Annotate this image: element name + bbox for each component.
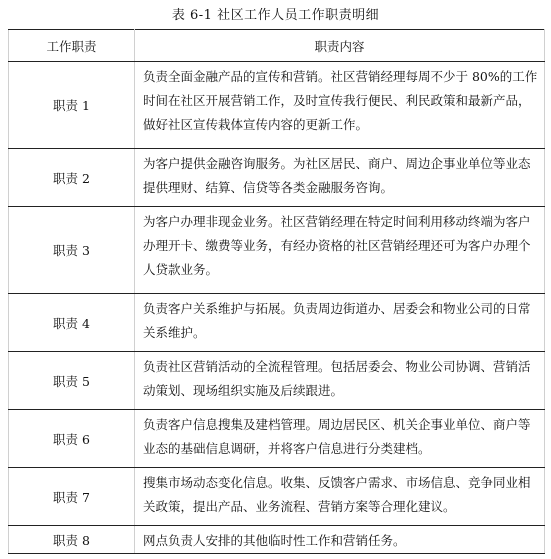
table-row [9,62,545,149]
duty-name-cell: 职责 8 [9,526,135,554]
duty-content-cell: 负责全面金融产品的宣传和营销。社区营销经理每周不少于 80%的工作时间在社区开展营销工作，及时宣传我行便民、利民政策和最新产品，做好社区宣传栽体宣传内容的更新工作。 [135,62,545,149]
duty-content-cell: 网点负责人安排的其他临时性工作和营销任务。 [135,526,545,554]
table-row [9,294,545,352]
header-duty: 工作职责 [9,30,135,62]
duty-name-cell: 职责 4 [9,294,135,352]
table-row [9,410,545,468]
header-content: 职责内容 [135,30,545,62]
table-row [9,468,545,526]
duty-name-cell: 职责 1 [9,62,135,149]
duty-name-cell: 职责 6 [9,410,135,468]
table-row [9,149,545,207]
duty-name-cell: 职责 3 [9,207,135,294]
duty-content-cell: 为客户提供金融咨询服务。为社区居民、商户、周边企事业单位等业态提供理财、结算、信贷等各类金融服务咨询。 [135,149,545,207]
duty-content-cell: 负责客户信息搜集及建档管理。周边居民区、机关企事业单位、商户等业态的基础信息调研，并将客户信息进行分类建档。 [135,410,545,468]
duty-name-cell: 职责 7 [9,468,135,526]
duty-content-cell: 负责客户关系维护与拓展。负责周边街道办、居委会和物业公司的日常关系维护。 [135,294,545,352]
table-header-row [9,30,545,62]
duty-content-cell: 搜集市场动态变化信息。收集、反馈客户需求、市场信息、竞争同业相关政策，提出产品、业务流程、营销方案等合理化建议。 [135,468,545,526]
duty-name-cell: 职责 5 [9,352,135,410]
table-row [9,526,545,554]
duty-content-cell: 负责社区营销活动的全流程管理。包括居委会、物业公司协调、营销活动策划、现场组织实施及后续跟进。 [135,352,545,410]
table-row [9,207,545,294]
duty-content-cell: 为客户办理非现金业务。社区营销经理在特定时间利用移动终端为客户办理开卡、缴费等业务，有经办资格的社区营销经理还可为客户办理个人贷款业务。 [135,207,545,294]
table-row [9,352,545,410]
table-caption: 表 6-1 社区工作人员工作职责明细 [171,8,380,23]
duty-name-cell: 职责 2 [9,149,135,207]
duty-table [8,29,545,554]
